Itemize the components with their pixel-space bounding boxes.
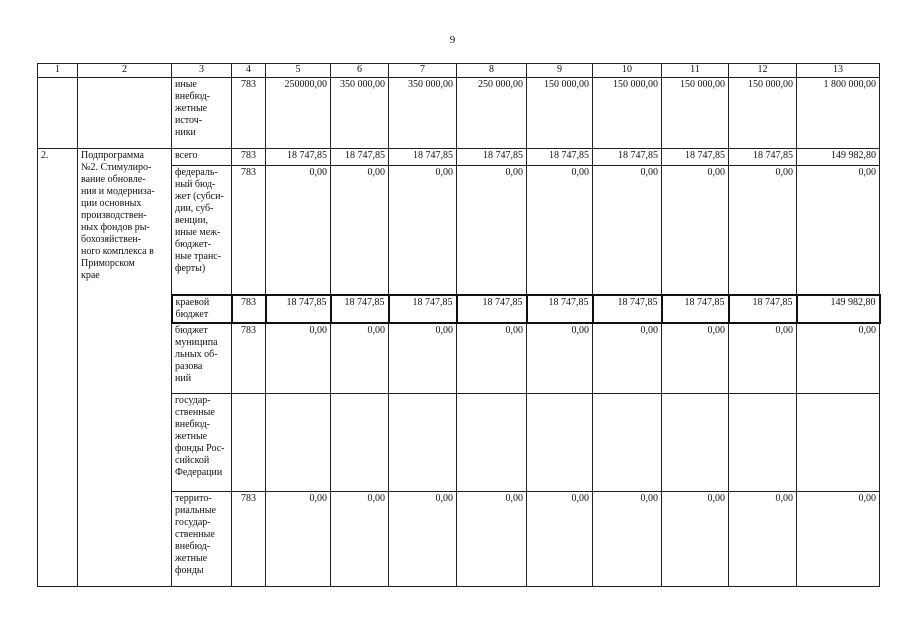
value-cell: 18 747,85	[266, 149, 331, 166]
value-cell	[527, 394, 593, 492]
value-cell	[797, 394, 880, 492]
value-cell: 0,00	[331, 323, 389, 394]
value-cell: 0,00	[457, 492, 527, 587]
column-number: 5	[266, 64, 331, 78]
value-cell: 0,00	[593, 323, 662, 394]
value-cell: 18 747,85	[729, 295, 797, 323]
value-cell: 18 747,85	[457, 149, 527, 166]
value-cell: 18 747,85	[593, 149, 662, 166]
value-cell: 0,00	[527, 166, 593, 296]
column-number: 3	[172, 64, 232, 78]
value-cell: 0,00	[797, 166, 880, 296]
program-cell: Подпрограмма №2. Стимулиро- вание обновле- ния и модерниза- ции основных производствен- ных фондов ры- бохозяйствен- ного комплекса в Приморском крае	[78, 149, 172, 587]
page-number: 9	[449, 34, 456, 46]
value-cell: 149 982,80	[797, 149, 880, 166]
column-number: 11	[662, 64, 729, 78]
value-cell	[331, 394, 389, 492]
column-number: 1	[38, 64, 78, 78]
funding-source-cell: иные внебюд- жетные источ- ники	[172, 78, 232, 149]
value-cell: 0,00	[389, 166, 457, 296]
column-number: 7	[389, 64, 457, 78]
column-number: 10	[593, 64, 662, 78]
value-cell: 0,00	[331, 166, 389, 296]
value-cell	[662, 394, 729, 492]
column-number: 12	[729, 64, 797, 78]
column-number: 9	[527, 64, 593, 78]
value-cell: 350 000,00	[331, 78, 389, 149]
funding-source-cell: бюджет муниципа льных об- разова ний	[172, 323, 232, 394]
column-number: 13	[797, 64, 880, 78]
row-number-cell: 2.	[38, 149, 78, 587]
budget-code-cell: 783	[232, 78, 266, 149]
funding-source-cell: всего	[172, 149, 232, 166]
budget-code-cell: 783	[232, 149, 266, 166]
value-cell: 18 747,85	[389, 295, 457, 323]
value-cell: 0,00	[266, 323, 331, 394]
value-cell: 150 000,00	[527, 78, 593, 149]
value-cell: 150 000,00	[662, 78, 729, 149]
budget-code-cell	[232, 394, 266, 492]
row-number-cell	[38, 78, 78, 149]
value-cell: 0,00	[729, 166, 797, 296]
value-cell: 0,00	[797, 323, 880, 394]
value-cell: 0,00	[797, 492, 880, 587]
budget-table	[37, 63, 881, 587]
funding-source-cell: государ- ственные внебюд- жетные фонды Рос- сийской Федерации	[172, 394, 232, 492]
value-cell: 0,00	[729, 323, 797, 394]
value-cell: 0,00	[266, 166, 331, 296]
value-cell: 0,00	[593, 166, 662, 296]
column-number-row	[38, 64, 880, 78]
value-cell: 18 747,85	[593, 295, 662, 323]
value-cell: 0,00	[266, 492, 331, 587]
budget-code-cell: 783	[232, 295, 266, 323]
value-cell: 0,00	[593, 492, 662, 587]
value-cell: 0,00	[457, 166, 527, 296]
column-number: 4	[232, 64, 266, 78]
value-cell	[266, 394, 331, 492]
value-cell: 150 000,00	[593, 78, 662, 149]
value-cell	[593, 394, 662, 492]
column-number: 2	[78, 64, 172, 78]
funding-source-cell: федераль- ный бюд- жет (субси- дии, суб- венции, иные меж- бюджет- ные транс- ферты)	[172, 166, 232, 296]
budget-code-cell: 783	[232, 492, 266, 587]
program-cell	[78, 78, 172, 149]
value-cell: 0,00	[389, 492, 457, 587]
column-number: 8	[457, 64, 527, 78]
table-row	[38, 78, 880, 149]
value-cell	[389, 394, 457, 492]
value-cell: 0,00	[527, 323, 593, 394]
value-cell: 0,00	[457, 323, 527, 394]
value-cell: 18 747,85	[527, 295, 593, 323]
funding-source-cell: краевой бюджет	[172, 295, 232, 323]
value-cell: 149 982,80	[797, 295, 880, 323]
column-number: 6	[331, 64, 389, 78]
value-cell: 0,00	[662, 323, 729, 394]
value-cell: 18 747,85	[389, 149, 457, 166]
value-cell: 18 747,85	[662, 295, 729, 323]
value-cell: 1 800 000,00	[797, 78, 880, 149]
funding-source-cell: террито- риальные государ- ственные внебюд- жетные фонды	[172, 492, 232, 587]
value-cell: 0,00	[389, 323, 457, 394]
value-cell: 250 000,00	[457, 78, 527, 149]
table-row	[38, 149, 880, 166]
value-cell: 0,00	[662, 492, 729, 587]
value-cell: 18 747,85	[331, 295, 389, 323]
value-cell: 0,00	[729, 492, 797, 587]
value-cell: 0,00	[662, 166, 729, 296]
value-cell: 18 747,85	[662, 149, 729, 166]
value-cell: 0,00	[527, 492, 593, 587]
value-cell: 250000,00	[266, 78, 331, 149]
value-cell: 150 000,00	[729, 78, 797, 149]
value-cell	[457, 394, 527, 492]
value-cell: 0,00	[331, 492, 389, 587]
budget-code-cell: 783	[232, 166, 266, 296]
value-cell: 18 747,85	[527, 149, 593, 166]
value-cell: 350 000,00	[389, 78, 457, 149]
value-cell: 18 747,85	[331, 149, 389, 166]
budget-code-cell: 783	[232, 323, 266, 394]
value-cell: 18 747,85	[729, 149, 797, 166]
value-cell: 18 747,85	[266, 295, 331, 323]
value-cell	[729, 394, 797, 492]
value-cell: 18 747,85	[457, 295, 527, 323]
